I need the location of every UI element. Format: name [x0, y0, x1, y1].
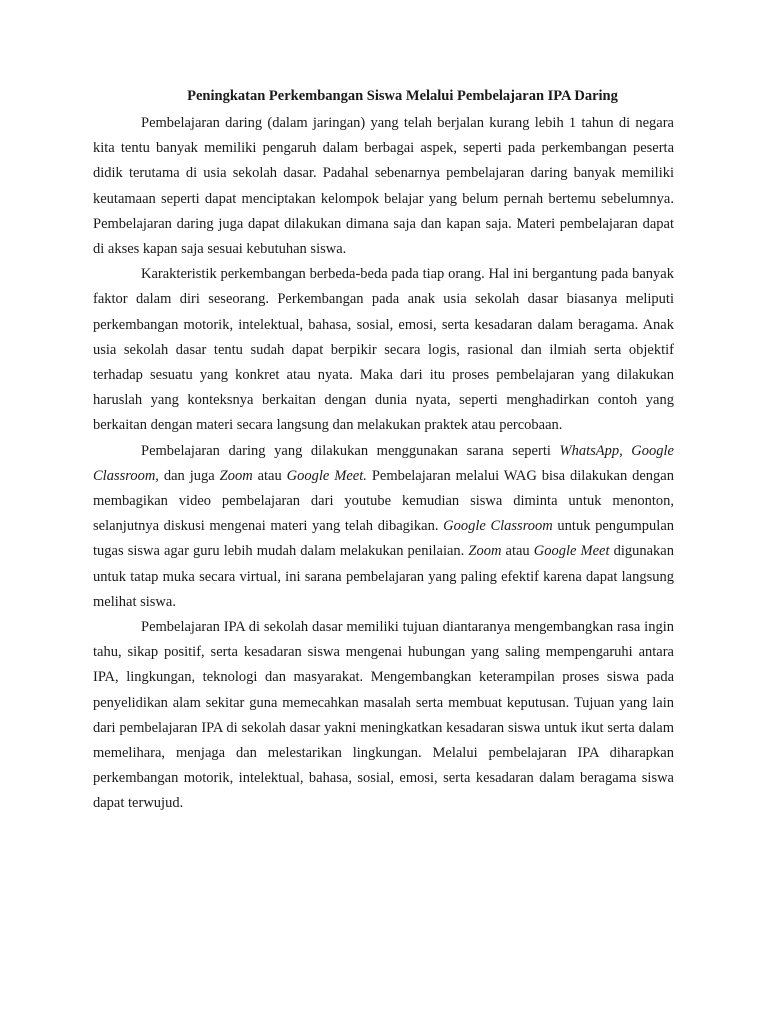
text-run: digunakan untuk tatap muka secara virtual, ini sarana pembelajaran yang paling efektif karena dapat langsung melihat siswa.: [93, 543, 674, 610]
italic-term: Google Meet.: [286, 467, 367, 484]
italic-term: Zoom: [468, 543, 502, 560]
document-title: Peningkatan Perkembangan Siswa Melalui Pembelajaran IPA Daring: [187, 88, 618, 104]
text-run: Pembelajaran daring yang dilakukan menggunakan sarana seperti: [141, 442, 560, 459]
text-run: dan juga: [158, 467, 220, 484]
text-run: Pembelajaran daring (dalam jaringan) yang telah berjalan kurang lebih 1 tahun di negara kita tentu banyak memiliki pengaruh dalam berbagai aspek, seperti pada perkembangan peserta didik terutama di usia sekolah dasar. Padahal sebenarnya pembelajaran daring banyak memiliki keutamaan seperti dapat menciptakan kelompok belajar yang belum pernah bertemu sebelumnya. Pembelajaran daring juga dapat dilakukan dimana saja dan kapan saja. Materi pembelajaran dapat di akses kapan saja sesuai kebutuhan siswa.: [93, 115, 674, 258]
text-run: untuk pengumpulan tugas siswa agar guru lebih mudah dalam melakukan penilaian.: [93, 518, 675, 560]
italic-term: WhatsApp, Google Classroom,: [93, 442, 674, 484]
paragraph: [93, 111, 674, 262]
paragraph: [93, 615, 674, 817]
italic-term: Zoom: [219, 467, 253, 484]
paragraph: [93, 439, 674, 615]
text-run: Pembelajaran IPA di sekolah dasar memiliki tujuan diantaranya mengembangkan rasa ingin tahu, sikap positif, serta kesadaran siswa mengenai hubungan yang saling mempengaruhi antara IPA, lingkungan, teknologi dan masyarakat. Mengembangkan keterampilan proses siswa pada penyelidikan alam sekitar guna memecahkan masalah serta membuat keputusan. Tujuan yang lain dari pembelajaran IPA di sekolah dasar yakni meningkatkan kesadaran siswa untuk ikut serta dalam memelihara, menjaga dan melestarikan lingkungan. Melalui pembelajaran IPA diharapkan perkembangan motorik, intelektual, bahasa, sosial, emosi, serta kesadaran dalam beragama siswa dapat terwujud.: [93, 619, 674, 812]
italic-term: Google Meet: [533, 543, 610, 560]
text-run: atau: [252, 467, 287, 484]
document-body: [93, 85, 674, 817]
paragraph: [93, 262, 674, 438]
text-run: Karakteristik perkembangan berbeda-beda pada tiap orang. Hal ini bergantung pada banyak faktor dalam diri seseorang. Perkembangan pada anak usia sekolah dasar biasanya meliputi perkembangan motorik, intelektual, bahasa, sosial, emosi, serta kesadaran dalam beragama. Anak usia sekolah dasar tentu sudah dapat berpikir secara logis, rasional dan ilmiah serta objektif terhadap sesuatu yang konkret atau nyata. Maka dari itu proses pembelajaran yang dilakukan haruslah yang konteksnya berkaitan dengan dunia nyata, seperti menghadirkan contoh yang berkaitan dengan materi secara langsung dan melakukan praktek atau percobaan.: [93, 266, 674, 434]
text-run: Pembelajaran melalui WAG bisa dilakukan dengan membagikan video pembelajaran dari youtube kemudian siswa diminta untuk menonton, selanjutnya diskusi mengenai materi yang telah dibagikan.: [93, 467, 674, 535]
italic-term: Google Classroom: [443, 518, 553, 535]
text-run: atau: [501, 543, 534, 560]
